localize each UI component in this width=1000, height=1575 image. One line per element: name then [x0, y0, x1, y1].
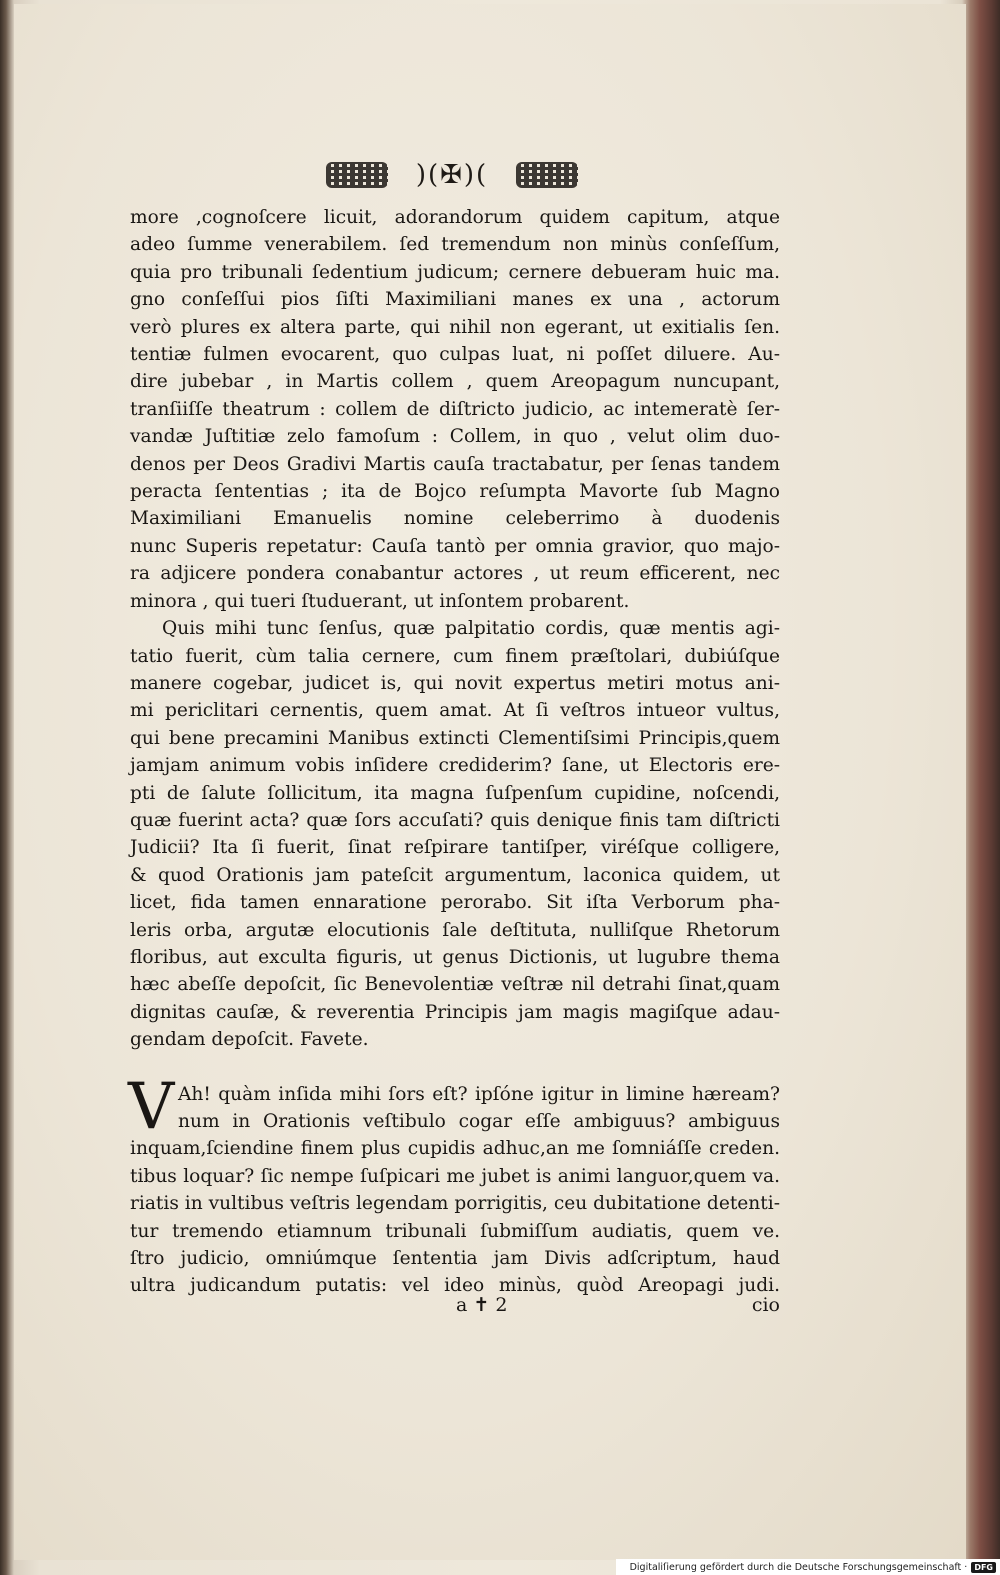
text-line: gendam depoſcit. Favete. [130, 1029, 369, 1051]
text-line: & quod Orationis jam pateſcit argumentum, laconica quidem, ut [130, 864, 780, 886]
text-line: Maximiliani Emanuelis nomine celeberrimo à duodenis [130, 508, 780, 530]
text-line: vandæ Juſtitiæ zelo famoſum : Collem, in quo , velut olim duo- [130, 426, 780, 448]
text-line: ultra judicandum putatis: vel ideo minùs, quòd Areopagi judi. [130, 1275, 780, 1297]
digitization-watermark [616, 1559, 1000, 1575]
text-line: tatio fuerit, cùm talia cernere, cum finem præſtolari, dubiúſque [130, 645, 780, 667]
text-line: dire jubebar , in Martis collem , quem Areopagum nuncupant, [130, 371, 780, 393]
text-line: peracta ſententias ; ita de Bojco reſumpta Mavorte ſub Magno [130, 481, 780, 503]
text-line: minora , qui tueri ſtuduerant, ut inſontem probarent. [130, 590, 630, 612]
text-line: verò plures ex altera parte, qui nihil non egerant, ut exitialis ſen. [130, 316, 780, 338]
dfg-logo: DFG [971, 1562, 996, 1573]
text-line: num in Orationis veſtibulo cogar eſſe ambiguus? ambiguus [178, 1111, 780, 1132]
text-line: denos per Deos Gradivi Martis cauſa tractabatur, per ſenas tandem [130, 453, 780, 475]
text-line: manere cogebar, judicet is, qui novit expertus metiri motus ani- [130, 672, 780, 694]
text-line: more ,cognoſcere licuit, adorandorum quidem capitum, atque [130, 207, 780, 228]
page-footer [130, 1294, 780, 1324]
text-line: inquam,ſciendine finem plus cupidis adhuc,an me ſomniáſſe creden. [130, 1138, 780, 1160]
text-line: hæc abeſſe depoſcit, ſic Benevolentiæ veſtræ nil detrahi ſinat,quam [130, 974, 780, 996]
text-line: tibus loquar? ſic nempe ſuſpicari me jubet is animi languor,quem va. [130, 1165, 780, 1187]
paragraph-3 [128, 1069, 780, 1300]
text-line: quæ fuerint acta? quæ ſors accuſati? quis denique finis tam diſtricti [130, 809, 780, 831]
ornament-right [516, 162, 578, 188]
header-ornament [326, 157, 578, 193]
text-line: tur tremendo etiamnum tribunali ſubmiſſum audiatis, quem ve. [130, 1220, 780, 1242]
text-line: jamjam animum vobis inſidere crediderim? ſane, ut Electoris ere- [130, 755, 780, 777]
text-line: adeo ſumme venerabilem. ſed tremendum non minùs conſeſſum, [130, 234, 780, 256]
text-line: gno conſeſſui pios ſiſti Maximiliani manes ex una , actorum [130, 289, 780, 311]
signature-mark: a ✝ 2 [456, 1294, 508, 1316]
body-text [130, 204, 780, 1300]
text-line: Ah! quàm inſida mihi ſors eſt? ipſóne igitur in limine hæream? [178, 1083, 780, 1105]
text-line: leris orba, argutæ elocutionis ſale deſtituta, nulliſque Rhetorum [130, 919, 780, 941]
ornament-center: )(✠)( [415, 160, 489, 190]
paragraph-gap [130, 1054, 780, 1081]
text-line: licet, fida tamen ennaratione perorabo. Sit iſta Verborum pha- [130, 892, 780, 914]
text-line: qui bene precamini Manibus extincti Clementiſsimi Principis,quem [130, 727, 780, 749]
text-line: tranſiiſſe theatrum : collem de diſtricto judicio, ac intemeratè ſer- [130, 398, 780, 420]
text-line: quia pro tribunali ſedentium judicum; cernere debueram huic ma. [130, 261, 780, 283]
text-line: riatis in vultibus veſtris legendam porrigitis, ceu dubitatione detenti- [130, 1193, 780, 1215]
watermark-text: Digitaliſierung gefördert durch die Deutsche Forschungsgemeinschaft · [629, 1561, 968, 1573]
text-line: dignitas cauſæ, & reverentia Principis jam magis magiſque adau- [130, 1001, 780, 1023]
text-line: mi periclitari cernentis, quem amat. At ſi veſtros intueor vultus, [130, 700, 780, 722]
paragraph-2 [130, 615, 780, 1054]
text-line: Judicii? Ita ſi fuerit, ſinat reſpirare tantiſper, viréſque colligere, [130, 837, 780, 859]
catchword: cio [751, 1294, 780, 1316]
drop-initial: V [128, 1069, 175, 1144]
ornament-left [326, 162, 388, 188]
book-page [14, 4, 966, 1560]
text-line: floribus, aut exculta figuris, ut genus Dictionis, ut lugubre thema [130, 946, 780, 968]
text-line: tentiæ fulmen evocarent, quo culpas luat, ni poſſet diluere. Au- [130, 344, 780, 366]
text-line: Quis mihi tunc ſenſus, quæ palpitatio cordis, quæ mentis agi- [162, 618, 780, 640]
text-line: ra adjicere pondera conabantur actores , ut reum efficerent, nec [130, 563, 780, 585]
paragraph-1 [130, 204, 780, 615]
text-line: nunc Superis repetatur: Cauſa tantò per omnia gravior, quo majo- [130, 535, 780, 557]
text-line: pti de ſalute ſollicitum, ita magna ſuſpenſum cupidine, noſcendi, [130, 782, 780, 804]
text-line: ſtro judicio, omniúmque ſententia jam Divis adſcriptum, haud [130, 1248, 780, 1270]
